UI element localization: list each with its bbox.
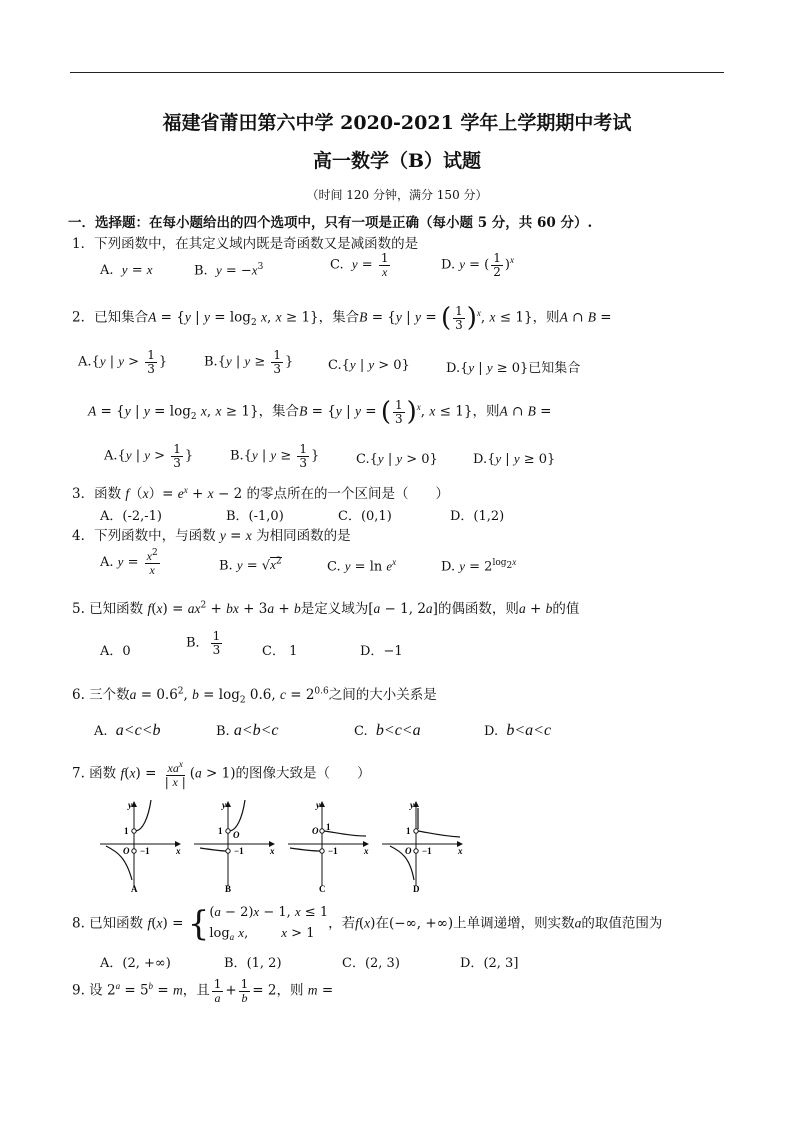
q4-option-a: A. y = $\frac{x^2}{x}$ (100, 548, 158, 577)
q6-option-a: A. a<c<b (94, 722, 161, 739)
exam-subtitle: 高一数学（B）试题 (312, 150, 482, 172)
svg-text:−1: −1 (140, 846, 150, 856)
q5-option-a: A．0 (100, 644, 131, 659)
q2-stem-repeat: A = {y | $y = \log_2 x$, x ≥ 1}，集合B = {y | y = ( $\frac{1}{3}$ )$^x$, x ≤ 1}，则A ∩ B = (88, 397, 552, 427)
svg-text:y: y (128, 800, 132, 810)
q1-option-d: D. y = ( $\frac{1}{2}$ )$^x$ (441, 251, 514, 279)
svg-text:1: 1 (326, 822, 331, 832)
q3-option-d: D．(1,2) (450, 509, 505, 524)
svg-text:x: x (176, 846, 181, 856)
q2-option-d: D.{y | y ≥ 0}已知集合 (446, 360, 581, 376)
q5-option-b: B． $\frac{1}{3}$ (186, 629, 221, 657)
svg-text:O: O (312, 826, 319, 836)
q8-option-b: B．(1, 2) (224, 956, 282, 971)
q8-option-c: C．(2, 3) (342, 956, 400, 971)
q1-option-a: A. y = x (100, 262, 153, 278)
q8-option-a: A．(2, +∞) (100, 956, 171, 971)
q8-option-d: D．(2, 3] (460, 956, 519, 971)
q2-option-b: B.{y | y ≥ $\frac{1}{3}$ } (204, 348, 294, 376)
q2-repeat-option-d: D.{y | y ≥ 0} (473, 451, 556, 467)
svg-text:y: y (316, 800, 320, 810)
q6-option-b: B. a<b<c (216, 722, 279, 739)
section-heading: 一．选择题：在每小题给出的四个选项中，只有一项是正确（每小题 5 分，共 60 分）. (68, 215, 593, 231)
q6-option-d: D. b<a<c (484, 722, 552, 739)
q7-label-d: D (413, 884, 420, 894)
q1-option-b: B. $y = -x^3$ (194, 262, 264, 279)
svg-text:y: y (410, 800, 414, 810)
q4-stem: 4．下列函数中，与函数 y = x 为相同函数的是 (72, 528, 351, 544)
q1-stem: 1．下列函数中，在其定义域内既是奇函数又是减函数的是 (72, 236, 419, 252)
svg-text:O: O (405, 846, 412, 856)
q4-option-b: B. $y = √x^2$ (219, 557, 282, 574)
q7-graphs (96, 796, 468, 896)
q7-graph-d (382, 800, 463, 894)
q7-graph-a (100, 800, 181, 894)
q5-option-c: C． 1 (262, 644, 298, 659)
q9-stem: 9. 设 $2^a = 5^b = m$，且 $\frac{1}{a}$ + $\frac{1}{b}$ = 2，则 m = (72, 977, 334, 1005)
q1-option-c: C. y = $\frac{1}{x}$ (330, 251, 389, 279)
svg-text:1: 1 (218, 826, 223, 836)
svg-text:−1: −1 (234, 846, 244, 856)
q7-label-b: B (225, 884, 232, 894)
svg-text:x: x (270, 846, 275, 856)
q3-option-c: C．(0,1) (338, 509, 392, 524)
q8-stem: 8. 已知函数 f(x) = { (a − 2)x − 1, x ≤ 1 $\log_a x$, x > 1 ，若f(x)在(−∞, +∞)上单调递增，则实数a的取值范围为 (72, 903, 663, 944)
q3-stem: 3．函数 $f(x)= e^x + x - 2$ 的零点所在的一个区间是（ ） (72, 484, 449, 502)
q7-stem: 7. 函数 f(x) = $\frac{xa^x}{| x |}$ (a > 1)的图像大致是（ ） (72, 759, 371, 789)
q5-stem: 5. 已知函数 $f(x) = ax^2$ + bx + 3a + b是定义域为[a − 1, 2a]的偶函数，则a + b的值 (72, 600, 580, 617)
svg-text:−1: −1 (422, 846, 432, 856)
q2-repeat-option-c: C.{y | y > 0} (356, 451, 438, 467)
q7-graph-c (288, 800, 369, 894)
q3-option-a: A．(-2,-1) (100, 509, 162, 524)
top-rule (70, 72, 724, 73)
q2-option-a: A.{y | y > $\frac{1}{3}$ } (78, 348, 168, 376)
q7-label-a: A (131, 884, 138, 894)
svg-text:y: y (222, 800, 226, 810)
q6-option-c: C. b<c<a (354, 722, 421, 739)
exam-title: 福建省莆田第六中学 2020-2021 学年上学期期中考试 (162, 112, 632, 134)
q2-option-c: C.{y | y > 0} (328, 357, 410, 373)
q2-stem: 2．已知集合A = {y | $y = \log_2 x$, x ≥ 1}，集合B = {y | y = ( $\frac{1}{3}$ )$^x$, x ≤ 1}，则A ∩ B = (72, 303, 612, 333)
q4-option-d: D. $y = 2^{log_2x}$ (441, 557, 517, 575)
q5-option-d: D．−1 (360, 644, 403, 659)
q2-repeat-option-b: B.{y | y ≥ $\frac{1}{3}$ } (230, 442, 320, 470)
q4-option-c: C. $y = \ln e^x$ (327, 557, 397, 575)
q6-stem: 6. 三个数$a = 0.6^2$, $b = \log_2 0.6$, $c = 2^{0.6}$之间的大小关系是 (72, 686, 437, 706)
svg-text:O: O (233, 830, 240, 840)
svg-text:1: 1 (124, 826, 129, 836)
q2-repeat-option-a: A.{y | y > $\frac{1}{3}$ } (104, 442, 194, 470)
svg-text:x: x (458, 846, 463, 856)
q3-option-b: B．(-1,0) (226, 509, 284, 524)
exam-time-note: （时间 120 分钟，满分 150 分） (306, 188, 488, 202)
svg-text:−1: −1 (328, 846, 338, 856)
svg-text:1: 1 (406, 826, 411, 836)
q7-label-c: C (319, 884, 326, 894)
svg-text:O: O (123, 846, 130, 856)
q7-graph-b (194, 800, 275, 894)
svg-text:x: x (364, 846, 369, 856)
